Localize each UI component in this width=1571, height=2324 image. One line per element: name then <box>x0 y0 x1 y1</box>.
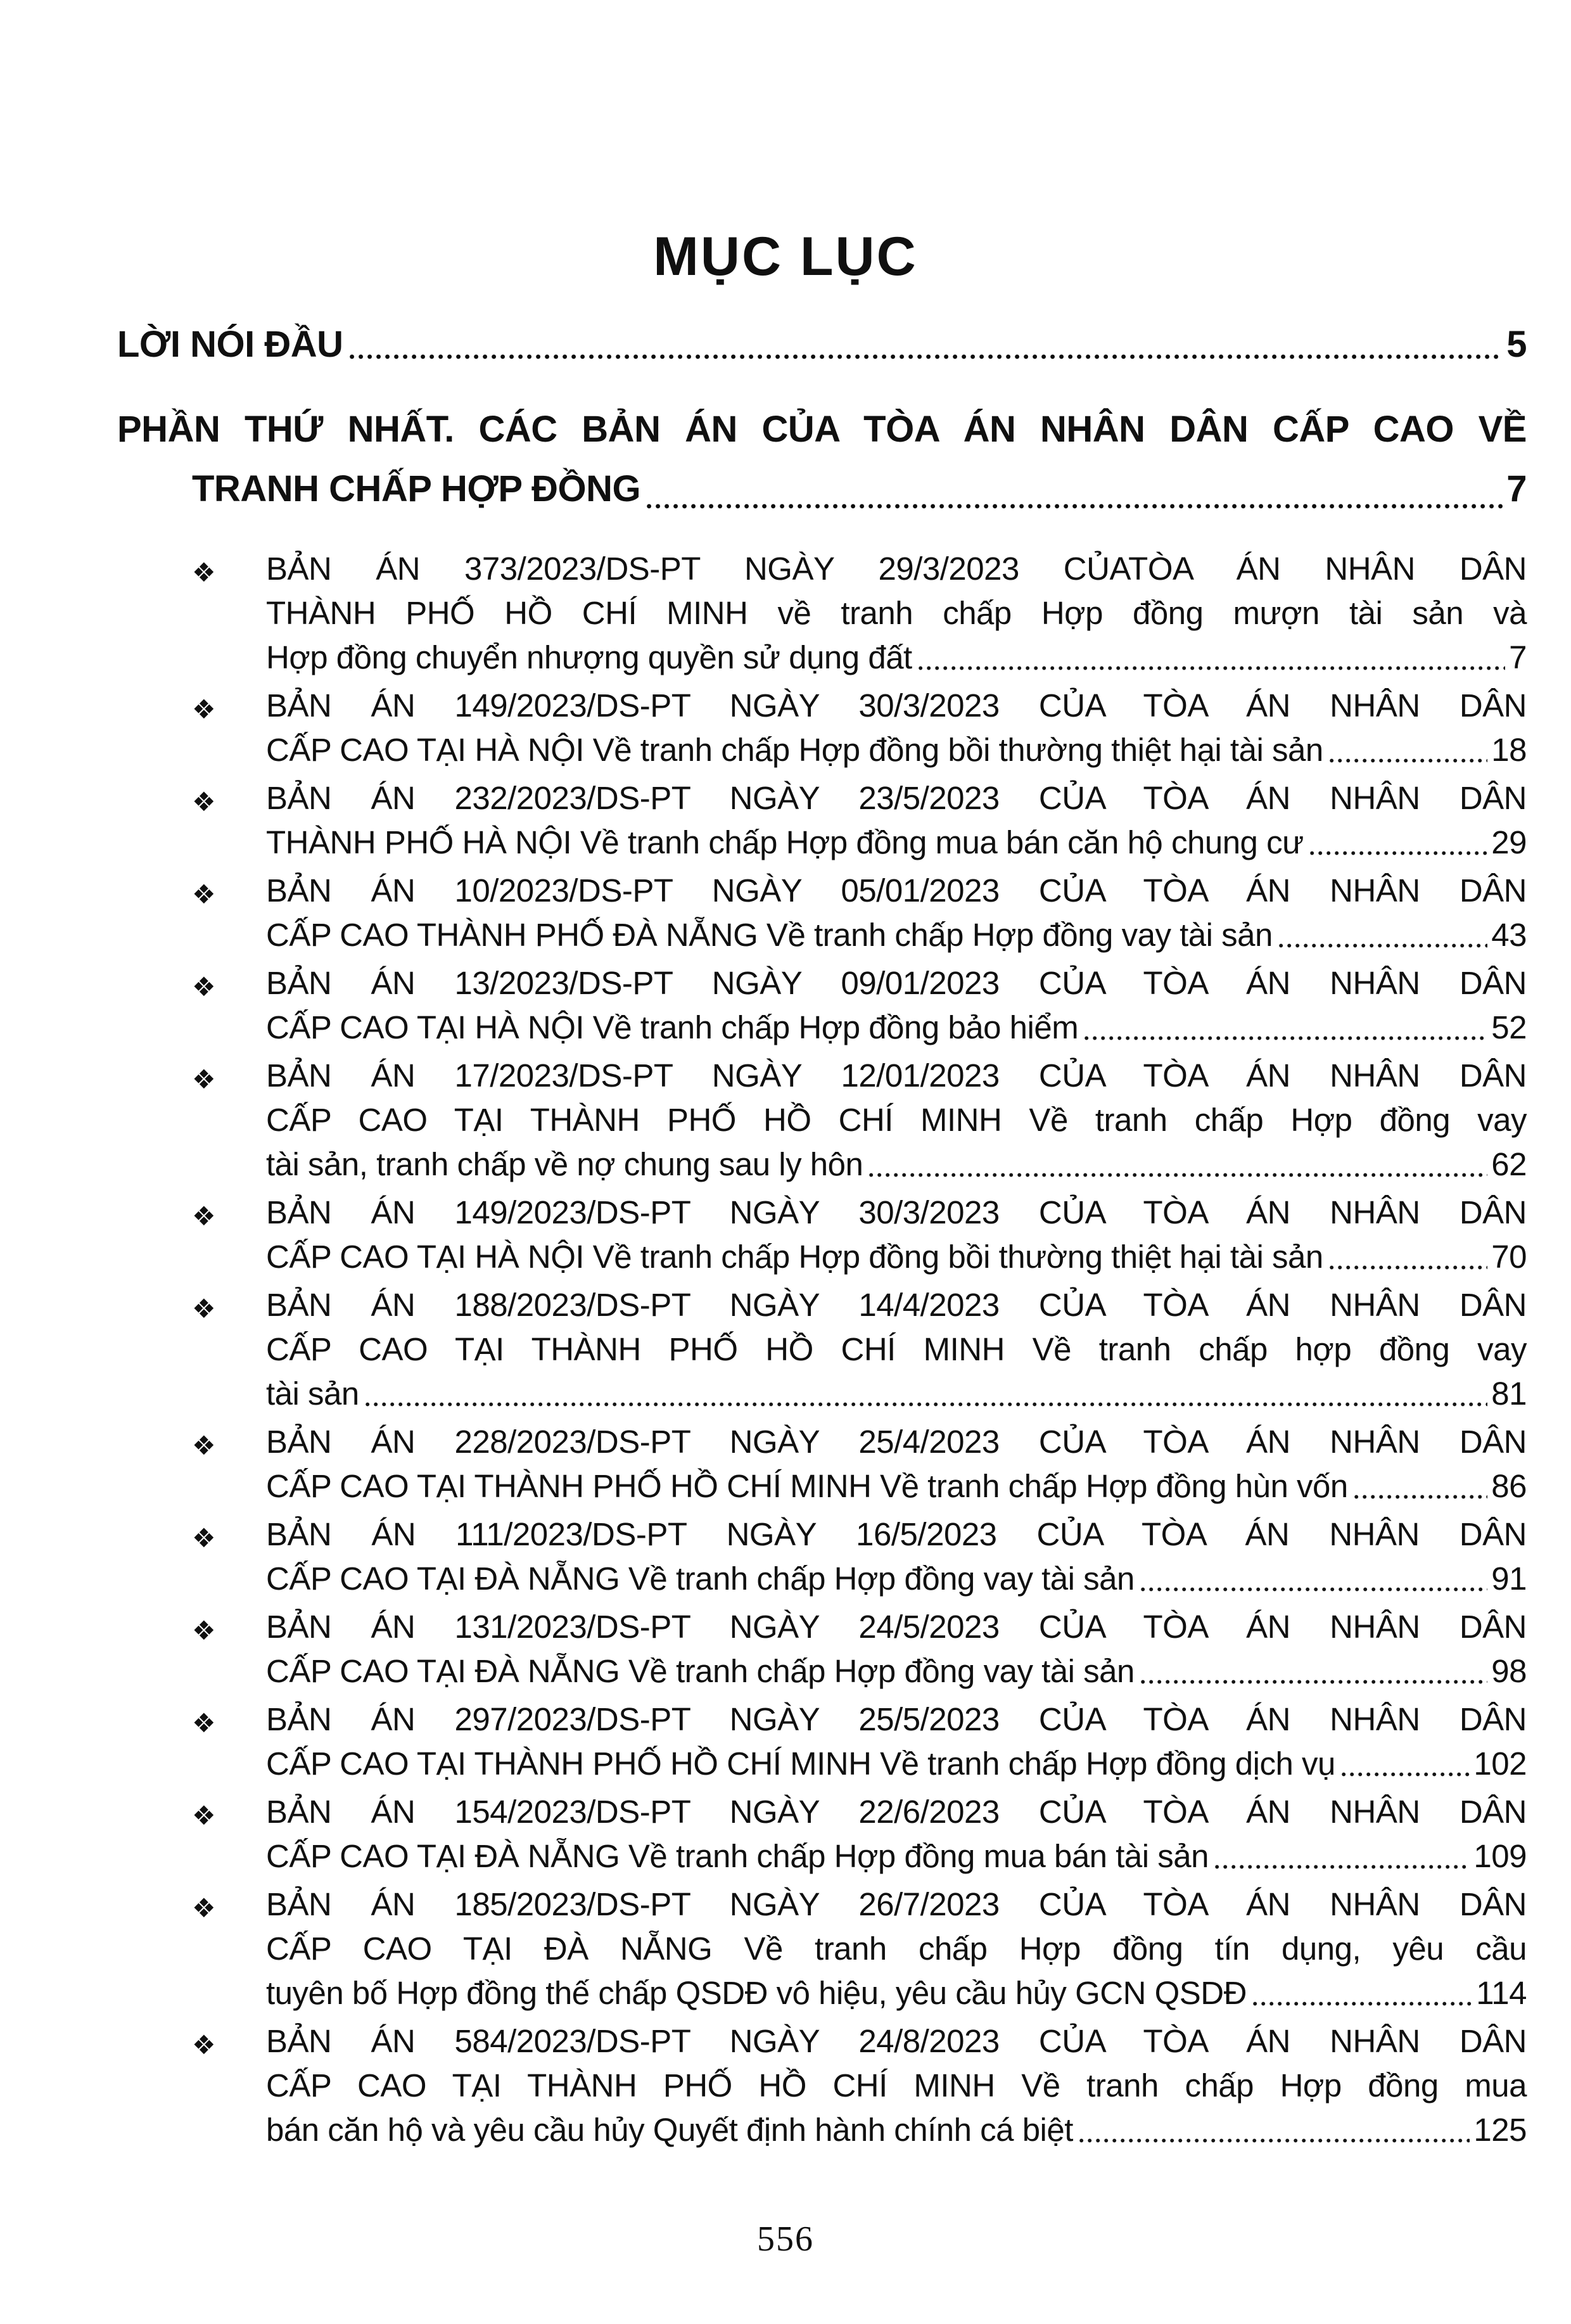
toc-entry-text: CẤP CAO THÀNH PHỐ ĐÀ NẴNG Về tranh chấp Hợp đồng vay tài sản <box>266 917 1273 953</box>
toc-entry-page-number: 52 <box>1491 1009 1527 1045</box>
toc-entry-line: BẢN ÁN 13/2023/DS-PT NGÀY 09/01/2023 CỦA TÒA ÁN NHÂN DÂN <box>266 965 1527 1001</box>
toc-entry-page-number: 7 <box>1509 639 1527 675</box>
toc-entry-line <box>266 913 1527 957</box>
toc-entry-line: BẢN ÁN 154/2023/DS-PT NGÀY 22/6/2023 CỦA TÒA ÁN NHÂN DÂN <box>266 1794 1527 1830</box>
toc-entry-line: BẢN ÁN 149/2023/DS-PT NGÀY 30/3/2023 CỦA TÒA ÁN NHÂN DÂN <box>266 1194 1527 1230</box>
dot-leader <box>366 1372 1489 1416</box>
toc-entry-line: BẢN ÁN 228/2023/DS-PT NGÀY 25/4/2023 CỦA TÒA ÁN NHÂN DÂN <box>266 1424 1527 1460</box>
diamond-bullet-icon: ❖ <box>192 971 216 1002</box>
toc-entry <box>117 869 1527 957</box>
toc-entry-line: CẤP CAO TẠI ĐÀ NẴNG Về tranh chấp Hợp đồng tín dụng, yêu cầu <box>266 1931 1527 1967</box>
toc-entry-line: BẢN ÁN 584/2023/DS-PT NGÀY 24/8/2023 CỦA TÒA ÁN NHÂN DÂN <box>266 2023 1527 2059</box>
dot-leader <box>1215 1834 1471 1879</box>
toc-entries-list <box>117 547 1527 2152</box>
dot-leader <box>350 320 1504 369</box>
toc-entry-text: CẤP CAO TẠI ĐÀ NẴNG Về tranh chấp Hợp đồng vay tài sản <box>266 1561 1135 1597</box>
dot-leader <box>1330 1235 1489 1279</box>
toc-entry-page-number: 81 <box>1491 1376 1527 1412</box>
toc-entry-foreword <box>117 320 1527 369</box>
toc-entry-text: bán căn hộ và yêu cầu hủy Quyết định hành chính cá biệt <box>266 2112 1073 2148</box>
toc-entry-page-number: 125 <box>1473 2112 1527 2148</box>
page-number-folio: 556 <box>757 2219 814 2259</box>
toc-entry <box>117 1605 1527 1694</box>
part-heading-line1: PHẦN THỨ NHẤT. CÁC BẢN ÁN CỦA TÒA ÁN NHÂN DÂN CẤP CAO VỀ <box>117 409 1527 450</box>
toc-entry <box>117 1283 1527 1416</box>
foreword-label: LỜI NÓI ĐẦU <box>117 324 343 365</box>
toc-entry-text: THÀNH PHỐ HÀ NỘI Về tranh chấp Hợp đồng mua bán căn hộ chung cư <box>266 824 1304 860</box>
toc-part-heading <box>117 400 1527 519</box>
toc-entry-page-number: 43 <box>1491 917 1527 953</box>
toc-entry-line <box>266 728 1527 772</box>
toc-entry-text: CẤP CAO TẠI THÀNH PHỐ HỒ CHÍ MINH Về tranh chấp Hợp đồng dịch vụ <box>266 1746 1335 1782</box>
toc-entry-line: BẢN ÁN 17/2023/DS-PT NGÀY 12/01/2023 CỦA TÒA ÁN NHÂN DÂN <box>266 1057 1527 1094</box>
toc-entry-page-number: 29 <box>1491 824 1527 860</box>
dot-leader <box>647 459 1504 519</box>
toc-entry-line: BẢN ÁN 185/2023/DS-PT NGÀY 26/7/2023 CỦA TÒA ÁN NHÂN DÂN <box>266 1886 1527 1922</box>
toc-entry <box>117 1882 1527 2015</box>
toc-entry-line: BẢN ÁN 373/2023/DS-PT NGÀY 29/3/2023 CỦATÒA ÁN NHÂN DÂN <box>266 551 1527 587</box>
toc-entry-line <box>266 1235 1527 1279</box>
toc-entry-line: BẢN ÁN 188/2023/DS-PT NGÀY 14/4/2023 CỦA TÒA ÁN NHÂN DÂN <box>266 1287 1527 1323</box>
dot-leader <box>919 635 1506 680</box>
toc-entry-text: CẤP CAO TẠI HÀ NỘI Về tranh chấp Hợp đồng bảo hiểm <box>266 1009 1079 1045</box>
toc-entry-page-number: 62 <box>1491 1146 1527 1182</box>
toc-entry-line: BẢN ÁN 111/2023/DS-PT NGÀY 16/5/2023 CỦA TÒA ÁN NHÂN DÂN <box>266 1516 1527 1552</box>
toc-entry <box>117 1790 1527 1879</box>
toc-entry-page-number: 109 <box>1473 1838 1527 1874</box>
diamond-bullet-icon: ❖ <box>192 1064 216 1095</box>
diamond-bullet-icon: ❖ <box>192 1708 216 1739</box>
toc-entry <box>117 684 1527 772</box>
toc-entry <box>117 1512 1527 1601</box>
toc-entry-text: tài sản, tranh chấp về nợ chung sau ly hôn <box>266 1146 863 1182</box>
toc-entry-text: tài sản <box>266 1376 359 1412</box>
dot-leader <box>1310 820 1489 865</box>
toc-entry <box>117 776 1527 865</box>
toc-entry-line <box>266 1557 1527 1601</box>
toc-entry <box>117 1054 1527 1187</box>
part-heading-line2-row <box>117 459 1527 519</box>
toc-entry-line <box>266 1971 1527 2015</box>
toc-entry-line: BẢN ÁN 131/2023/DS-PT NGÀY 24/5/2023 CỦA TÒA ÁN NHÂN DÂN <box>266 1609 1527 1645</box>
toc-entry-line <box>266 1006 1527 1050</box>
part-heading-line2: TRANH CHẤP HỢP ĐỒNG <box>192 468 641 509</box>
diamond-bullet-icon: ❖ <box>192 557 216 588</box>
toc-entry-line <box>266 1464 1527 1509</box>
toc-entry-page-number: 114 <box>1476 1975 1527 2011</box>
toc-entry-text: tuyên bố Hợp đồng thế chấp QSDĐ vô hiệu, yêu cầu hủy GCN QSDĐ <box>266 1975 1247 2011</box>
diamond-bullet-icon: ❖ <box>192 694 216 725</box>
dot-leader <box>1354 1464 1489 1509</box>
toc-entry-text: CẤP CAO TẠI ĐÀ NẴNG Về tranh chấp Hợp đồng vay tài sản <box>266 1653 1135 1689</box>
diamond-bullet-icon: ❖ <box>192 786 216 817</box>
dot-leader <box>1141 1557 1489 1601</box>
diamond-bullet-icon: ❖ <box>192 1615 216 1646</box>
dot-leader <box>1084 1006 1489 1050</box>
toc-entry-line: BẢN ÁN 297/2023/DS-PT NGÀY 25/5/2023 CỦA TÒA ÁN NHÂN DÂN <box>266 1701 1527 1737</box>
toc-entry-page-number: 98 <box>1491 1653 1527 1689</box>
dot-leader <box>1330 728 1489 772</box>
page-title: MỤC LỤC <box>653 226 918 287</box>
toc-entry-line <box>266 1372 1527 1416</box>
diamond-bullet-icon: ❖ <box>192 879 216 910</box>
toc-entry-page-number: 18 <box>1491 732 1527 768</box>
dot-leader <box>1279 913 1489 957</box>
toc-entry-line <box>266 1834 1527 1879</box>
toc-entry-line: BẢN ÁN 149/2023/DS-PT NGÀY 30/3/2023 CỦA TÒA ÁN NHÂN DÂN <box>266 687 1527 724</box>
diamond-bullet-icon: ❖ <box>192 1293 216 1324</box>
toc-entry-line: BẢN ÁN 10/2023/DS-PT NGÀY 05/01/2023 CỦA TÒA ÁN NHÂN DÂN <box>266 872 1527 909</box>
toc-entry <box>117 1420 1527 1509</box>
toc-entry <box>117 1697 1527 1786</box>
table-of-contents <box>117 320 1527 2156</box>
toc-entry-line <box>266 1742 1527 1786</box>
diamond-bullet-icon: ❖ <box>192 1893 216 1924</box>
foreword-page-number: 5 <box>1506 324 1527 365</box>
toc-entry-text: Hợp đồng chuyển nhượng quyền sử dụng đất <box>266 639 912 675</box>
toc-entry <box>117 961 1527 1050</box>
toc-entry <box>117 547 1527 680</box>
toc-entry <box>117 2019 1527 2152</box>
toc-entry-page-number: 70 <box>1491 1239 1527 1275</box>
toc-entry-line: BẢN ÁN 232/2023/DS-PT NGÀY 23/5/2023 CỦA TÒA ÁN NHÂN DÂN <box>266 780 1527 816</box>
toc-entry-text: CẤP CAO TẠI HÀ NỘI Về tranh chấp Hợp đồng bồi thường thiệt hại tài sản <box>266 732 1323 768</box>
diamond-bullet-icon: ❖ <box>192 1201 216 1232</box>
toc-entry-line: THÀNH PHỐ HỒ CHÍ MINH về tranh chấp Hợp đồng mượn tài sản và <box>266 595 1527 631</box>
toc-entry-line: CẤP CAO TẠI THÀNH PHỐ HỒ CHÍ MINH Về tranh chấp hợp đồng vay <box>266 1331 1527 1367</box>
toc-entry <box>117 1191 1527 1279</box>
diamond-bullet-icon: ❖ <box>192 1523 216 1554</box>
toc-entry-text: CẤP CAO TẠI HÀ NỘI Về tranh chấp Hợp đồng bồi thường thiệt hại tài sản <box>266 1239 1323 1275</box>
toc-entry-line <box>266 635 1527 680</box>
toc-entry-line <box>266 2108 1527 2152</box>
toc-entry-page-number: 91 <box>1491 1561 1527 1597</box>
toc-entry-line: CẤP CAO TẠI THÀNH PHỐ HỒ CHÍ MINH Về tranh chấp Hợp đồng vay <box>266 1102 1527 1138</box>
toc-entry-line <box>266 820 1527 865</box>
toc-entry-line: CẤP CAO TẠI THÀNH PHỐ HỒ CHÍ MINH Về tranh chấp Hợp đồng mua <box>266 2067 1527 2104</box>
toc-entry-text: CẤP CAO TẠI THÀNH PHỐ HỒ CHÍ MINH Về tranh chấp Hợp đồng hùn vốn <box>266 1468 1348 1504</box>
dot-leader <box>1079 2108 1471 2152</box>
toc-entry-line <box>266 1649 1527 1694</box>
part-page-number: 7 <box>1506 468 1527 509</box>
toc-entry-text: CẤP CAO TẠI ĐÀ NẴNG Về tranh chấp Hợp đồng mua bán tài sản <box>266 1838 1209 1874</box>
toc-entry-line <box>266 1142 1527 1187</box>
diamond-bullet-icon: ❖ <box>192 2029 216 2060</box>
toc-entry-page-number: 102 <box>1473 1746 1527 1782</box>
diamond-bullet-icon: ❖ <box>192 1800 216 1831</box>
dot-leader <box>1141 1649 1489 1694</box>
toc-entry-page-number: 86 <box>1491 1468 1527 1504</box>
diamond-bullet-icon: ❖ <box>192 1430 216 1461</box>
dot-leader <box>1253 1971 1473 2015</box>
dot-leader <box>869 1142 1489 1187</box>
dot-leader <box>1342 1742 1472 1786</box>
